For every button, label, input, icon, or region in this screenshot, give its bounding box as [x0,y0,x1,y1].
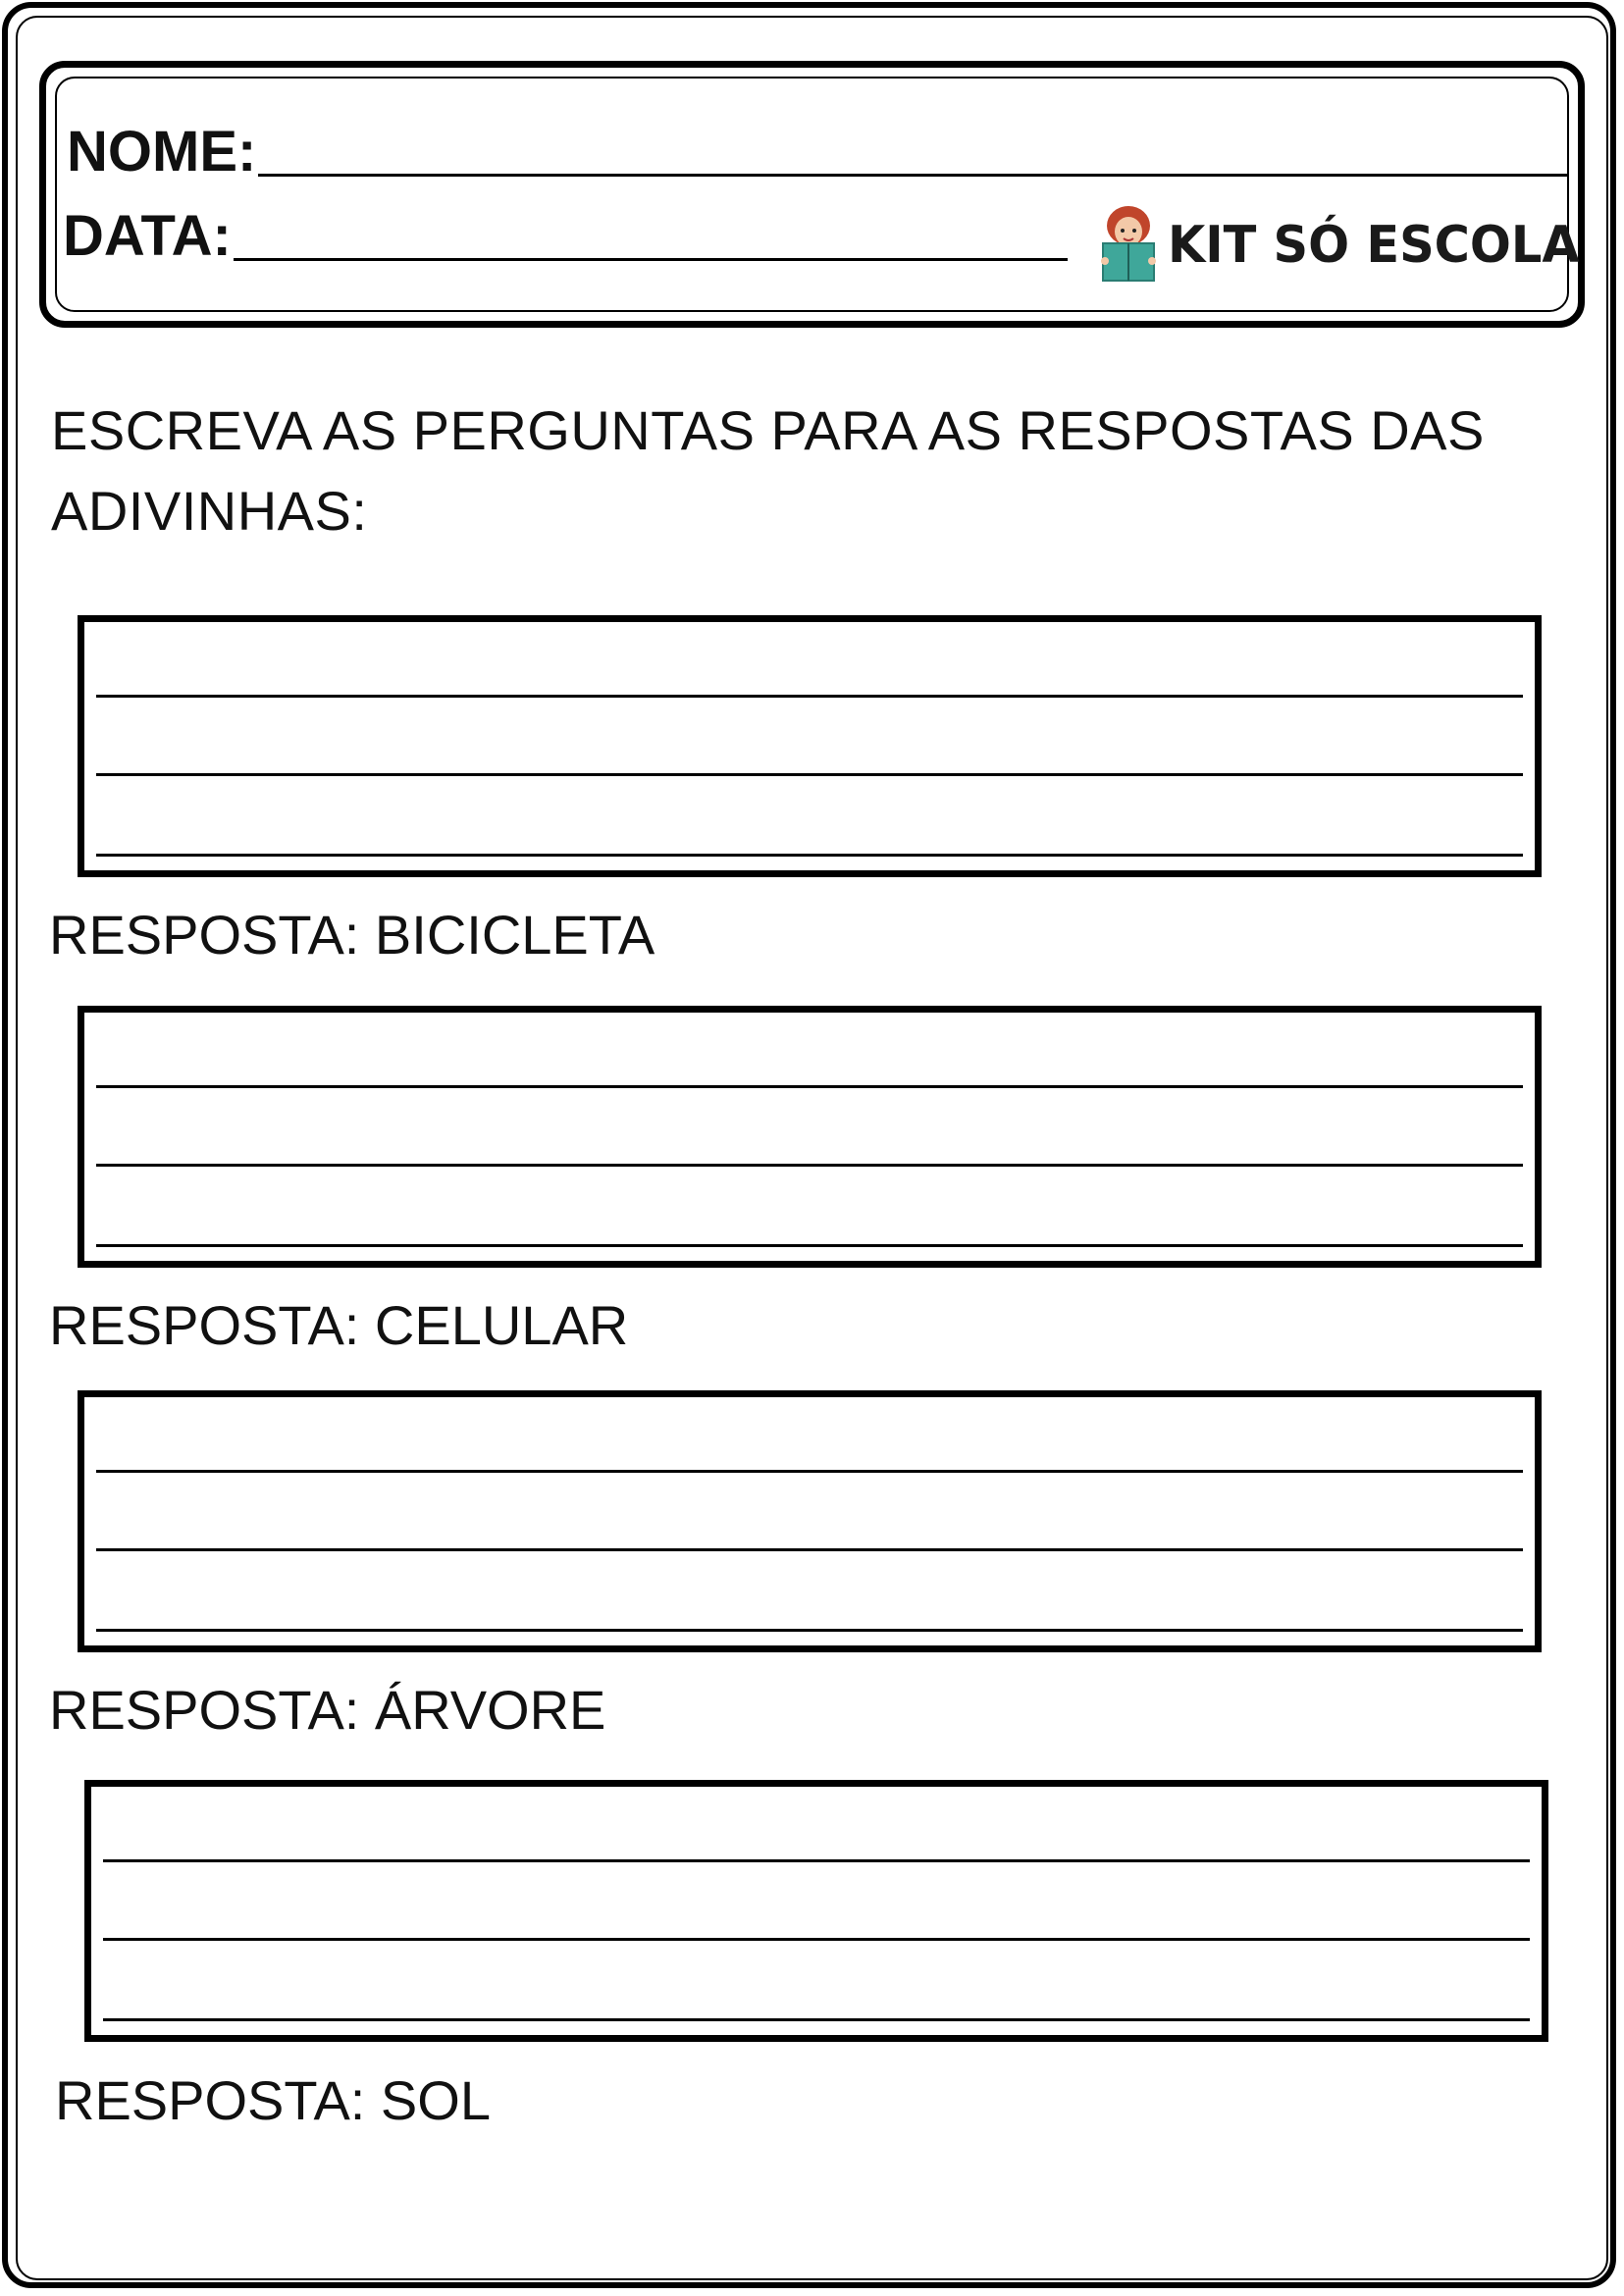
answer-label: RESPOSTA: ÁRVORE [49,1679,606,1741]
write-line[interactable] [96,773,1523,776]
write-line[interactable] [96,1548,1523,1551]
answer-label: RESPOSTA: BICICLETA [49,904,655,965]
write-line[interactable] [96,1164,1523,1167]
date-field[interactable] [63,204,1068,268]
brand-text: KIT SÓ ESCOLA [1168,216,1580,275]
write-line[interactable] [96,695,1523,698]
answer-label: RESPOSTA: SOL [55,2069,491,2131]
write-line[interactable] [96,1629,1523,1632]
name-write-line[interactable] [258,174,1568,177]
brand-logo [1097,204,1601,287]
write-line[interactable] [103,1938,1530,1941]
write-line[interactable] [96,1085,1523,1088]
write-line[interactable] [96,1244,1523,1247]
name-label: NOME: [67,120,257,183]
date-write-line[interactable] [234,258,1068,261]
write-line[interactable] [96,1470,1523,1473]
date-label: DATA: [63,204,232,268]
name-field[interactable] [67,120,1568,183]
answer-label: RESPOSTA: CELULAR [49,1294,629,1356]
instruction-text: ESCREVA AS PERGUNTAS PARA AS RESPOSTAS DAS ADIVINHAS: [51,399,1485,542]
write-line[interactable] [103,1859,1530,1862]
question-box[interactable] [78,1006,1542,1268]
question-box[interactable] [84,1780,1548,2042]
girl-reading-book-icon [1097,204,1160,287]
write-line[interactable] [96,854,1523,857]
question-box[interactable] [78,1390,1542,1652]
write-line[interactable] [103,2018,1530,2021]
question-box[interactable] [78,615,1542,877]
